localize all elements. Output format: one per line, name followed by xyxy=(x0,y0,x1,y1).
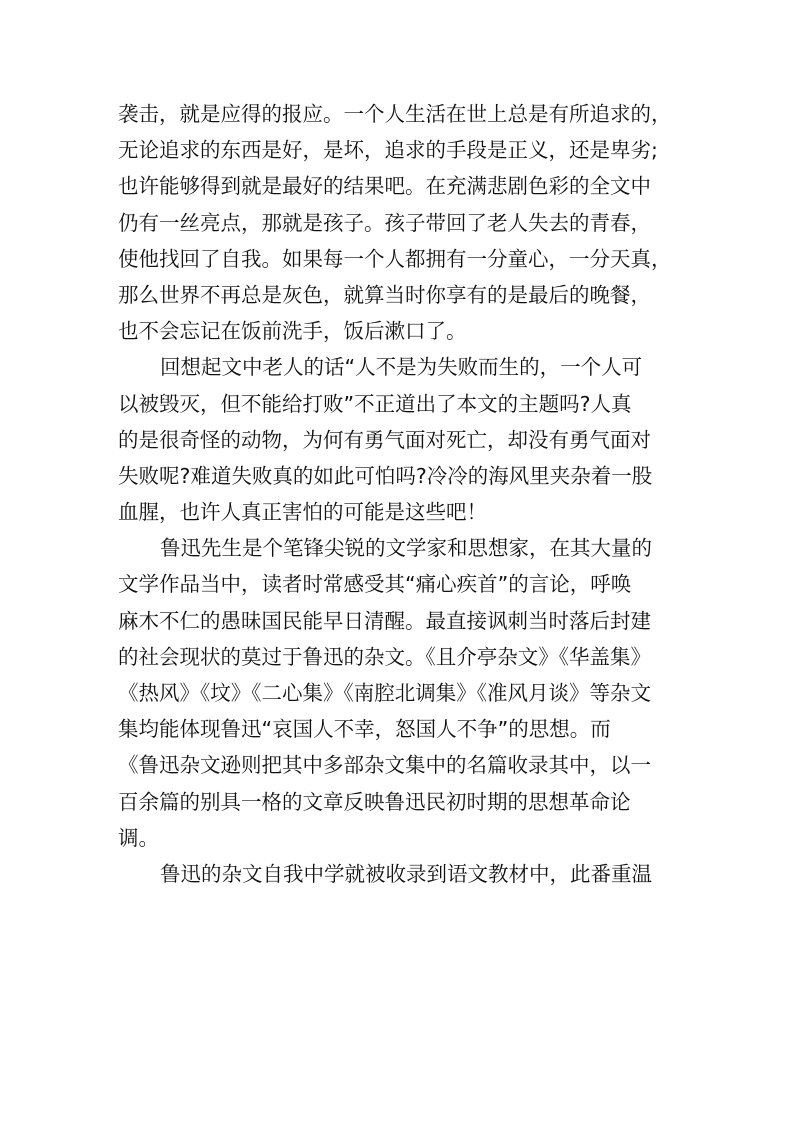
body-text xyxy=(118,96,678,892)
text-line: 调。 xyxy=(118,825,159,850)
text-line: 文学作品当中，读者时常感受其“痛心疾首”的言论，呼唤 xyxy=(118,572,632,597)
text-line: 麻木不仁的愚昧国民能早日清醒。最直接讽刺当时落后封建 xyxy=(118,608,651,633)
text-line: 《热风》《坟》《二心集》《南腔北调集》《准风月谈》等杂文 xyxy=(118,681,651,705)
text-line: 鲁迅先生是个笔锋尖锐的文学家和思想家，在其大量的 xyxy=(160,536,652,561)
text-line: 使他找回了自我。如果每一个人都拥有一分童心，一分天真， xyxy=(118,246,672,271)
text-line: 鲁迅的杂文自我中学就被收录到语文教材中，此番重温 xyxy=(160,861,652,886)
text-line: 的社会现状的莫过于鲁迅的杂文。《且介亭杂文》《华盖集》 xyxy=(118,644,651,669)
text-line: 以被毁灭，但不能给打败”不正道出了本文的主题吗?人真 xyxy=(118,391,632,416)
text-line: 的是很奇怪的动物，为何有勇气面对死亡，却没有勇气面对 xyxy=(118,427,651,452)
text-line: 集均能体现鲁迅“哀国人不幸，怒国人不争”的思想。而 xyxy=(118,717,611,742)
text-line: 《鲁迅杂文逊则把其中多部杂文集中的名篇收录其中，以一 xyxy=(118,753,651,778)
text-line: 回想起文中老人的话“人不是为失败而生的，一个人可 xyxy=(160,355,643,380)
text-line: 那么世界不再总是灰色，就算当时你享有的是最后的晚餐， xyxy=(118,282,651,307)
text-line: 仍有一丝亮点，那就是孩子。孩子带回了老人失去的青春， xyxy=(118,210,651,235)
text-line: 也不会忘记在饭前洗手，饭后漱口了。 xyxy=(118,319,467,344)
text-line: 也许能够得到就是最好的结果吧。在充满悲剧色彩的全文中 xyxy=(118,174,651,199)
text-line: 无论追求的东西是好，是坏，追求的手段是正义，还是卑劣; xyxy=(118,138,658,163)
text-line: 血腥，也许人真正害怕的可能是这些吧！ xyxy=(118,500,487,525)
text-line: 百余篇的别具一格的文章反映鲁迅民初时期的思想革命论 xyxy=(118,789,631,814)
text-line: 失败呢?难道失败真的如此可怕吗?冷冷的海风里夹杂着一股 xyxy=(118,463,653,488)
text-line: 袭击，就是应得的报应。一个人生活在世上总是有所追求的， xyxy=(118,102,672,126)
